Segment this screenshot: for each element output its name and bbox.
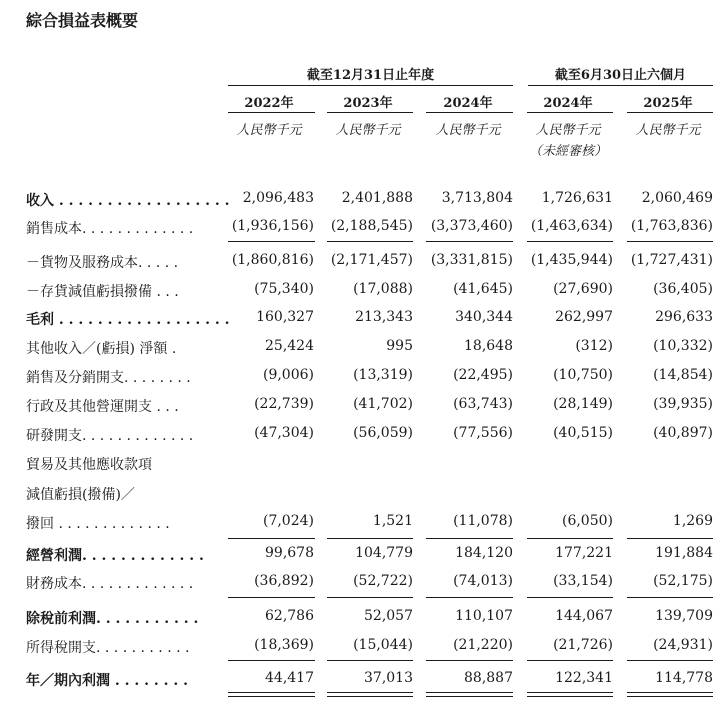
- table-cell: (22,739): [254, 396, 314, 412]
- table-cell: (10,332): [653, 338, 713, 354]
- table-cell: (77,556): [453, 425, 513, 441]
- table-cell: 52,057: [364, 608, 413, 624]
- row-label: 銷售成本. . . . . . . . . . . . .: [26, 221, 194, 237]
- subtotal-rule: [327, 538, 413, 539]
- table-cell: (21,220): [453, 637, 513, 653]
- table-cell: 144,067: [555, 608, 613, 624]
- table-cell: (52,175): [653, 573, 713, 589]
- subtotal-rule: [627, 597, 713, 598]
- table-cell: 110,107: [455, 608, 513, 624]
- row-label: 研發開支. . . . . . . . . . . . .: [26, 428, 194, 444]
- table-cell: (36,892): [254, 573, 314, 589]
- table-cell: 44,417: [265, 670, 314, 686]
- total-double-rule-bottom: [426, 696, 513, 697]
- row-label: 行政及其他營運開支 . . .: [26, 399, 179, 415]
- table-cell: (63,743): [453, 396, 513, 412]
- table-cell: (18,369): [254, 637, 314, 653]
- subtotal-rule: [228, 660, 315, 661]
- table-cell: (22,495): [453, 367, 513, 383]
- subtotal-rule: [426, 538, 513, 539]
- subtotal-rule: [228, 538, 315, 539]
- table-cell: 2,096,483: [242, 190, 314, 206]
- table-cell: (11,078): [453, 513, 513, 529]
- table-cell: 340,344: [455, 309, 513, 325]
- column-header-rule: [228, 112, 315, 113]
- table-cell: (47,304): [254, 425, 314, 441]
- subtotal-rule: [527, 597, 613, 598]
- column-year-2: 2023年: [343, 96, 393, 111]
- column-header-rule: [527, 112, 613, 113]
- column-year-3: 2024年: [443, 96, 493, 111]
- table-cell: 99,678: [265, 545, 314, 561]
- total-double-rule-top: [327, 692, 413, 693]
- table-cell: (1,763,836): [630, 218, 713, 234]
- column-header-rule: [327, 112, 413, 113]
- table-cell: (7,024): [262, 513, 314, 529]
- table-cell: (2,171,457): [330, 252, 413, 268]
- table-cell: 18,648: [464, 338, 513, 354]
- row-label: 所得稅開支. . . . . . . . . . .: [26, 640, 190, 656]
- table-cell: 104,779: [355, 545, 413, 561]
- table-cell: 160,327: [256, 309, 314, 325]
- table-cell: (36,405): [653, 281, 713, 297]
- subtotal-rule: [327, 241, 413, 242]
- row-label: 其他收入／(虧損) 淨額 .: [26, 341, 177, 357]
- table-cell: (13,319): [353, 367, 413, 383]
- total-double-rule-bottom: [228, 696, 315, 697]
- column-unit-3: 人民幣千元: [435, 123, 501, 138]
- row-label: 銷售及分銷開支. . . . . . . .: [26, 370, 191, 386]
- table-cell: 1,521: [372, 513, 413, 529]
- table-cell: (74,013): [453, 573, 513, 589]
- total-double-rule-bottom: [627, 696, 713, 697]
- column-year-5: 2025年: [643, 96, 693, 111]
- subtotal-rule: [228, 597, 315, 598]
- subtotal-rule: [627, 538, 713, 539]
- table-cell: 1,726,631: [541, 190, 613, 206]
- table-cell: 2,401,888: [341, 190, 413, 206]
- subtotal-rule: [426, 660, 513, 661]
- header-group-interim: 截至6月30日止六個月: [554, 68, 687, 83]
- table-cell: (9,006): [262, 367, 314, 383]
- table-cell: 88,887: [464, 670, 513, 686]
- table-cell: (24,931): [653, 637, 713, 653]
- total-double-rule-bottom: [527, 696, 613, 697]
- table-cell: (40,897): [653, 425, 713, 441]
- header-group-annual-rule: [228, 85, 513, 86]
- row-label: 年／期內利潤 . . . . . . . .: [26, 673, 188, 689]
- table-cell: (1,435,944): [530, 252, 613, 268]
- total-double-rule-bottom: [327, 696, 413, 697]
- table-cell: (10,750): [553, 367, 613, 383]
- total-double-rule-top: [527, 692, 613, 693]
- table-cell: 122,341: [555, 670, 613, 686]
- table-cell: (41,645): [453, 281, 513, 297]
- row-label: －貨物及服務成本. . . . .: [26, 255, 179, 271]
- column-unit-2: 人民幣千元: [335, 123, 401, 138]
- table-cell: 191,884: [655, 545, 713, 561]
- table-cell: 177,221: [555, 545, 613, 561]
- table-cell: 25,424: [265, 338, 314, 354]
- subtotal-rule: [527, 538, 613, 539]
- subtotal-rule: [627, 660, 713, 661]
- table-cell: (52,722): [353, 573, 413, 589]
- table-cell: 37,013: [364, 670, 413, 686]
- row-label: 毛利 . . . . . . . . . . . . . . . . . .: [26, 312, 230, 328]
- column-unit-5: 人民幣千元: [635, 123, 701, 138]
- row-label: 貿易及其他應收款項: [26, 457, 152, 473]
- table-cell: (56,059): [353, 425, 413, 441]
- subtotal-rule: [426, 241, 513, 242]
- table-cell: (2,188,545): [330, 218, 413, 234]
- subtotal-rule: [527, 660, 613, 661]
- table-cell: (39,935): [653, 396, 713, 412]
- table-cell: (6,050): [561, 513, 613, 529]
- row-label: 收入 . . . . . . . . . . . . . . . . . .: [26, 193, 230, 209]
- table-cell: 184,120: [455, 545, 513, 561]
- subtotal-rule: [327, 597, 413, 598]
- row-label: 財務成本. . . . . . . . . . . . .: [26, 576, 194, 592]
- table-cell: (75,340): [254, 281, 314, 297]
- column-note-4: （未經審核）: [528, 144, 607, 159]
- table-cell: (1,860,816): [231, 252, 314, 268]
- total-double-rule-top: [228, 692, 315, 693]
- subtotal-rule: [327, 660, 413, 661]
- column-year-1: 2022年: [244, 96, 294, 111]
- table-cell: (1,463,634): [530, 218, 613, 234]
- table-cell: 3,713,804: [441, 190, 513, 206]
- table-cell: 995: [386, 338, 413, 354]
- column-header-rule: [627, 112, 713, 113]
- table-cell: (3,331,815): [430, 252, 513, 268]
- total-double-rule-top: [627, 692, 713, 693]
- column-header-rule: [426, 112, 513, 113]
- table-cell: 1,269: [672, 513, 713, 529]
- table-cell: 213,343: [355, 309, 413, 325]
- table-cell: (312): [575, 338, 613, 354]
- column-unit-1: 人民幣千元: [236, 123, 302, 138]
- subtotal-rule: [627, 241, 713, 242]
- table-cell: (21,726): [553, 637, 613, 653]
- table-cell: (3,373,460): [430, 218, 513, 234]
- subtotal-rule: [228, 241, 315, 242]
- table-cell: 62,786: [265, 608, 314, 624]
- table-cell: (40,515): [553, 425, 613, 441]
- header-group-interim-rule: [528, 85, 713, 86]
- table-cell: (1,936,156): [231, 218, 314, 234]
- table-cell: 296,633: [655, 309, 713, 325]
- row-label: 減值虧損(撥備)／: [26, 487, 135, 503]
- page-title: 綜合損益表概要: [26, 11, 139, 30]
- table-cell: 114,778: [655, 670, 713, 686]
- subtotal-rule: [426, 597, 513, 598]
- row-label: －存貨減值虧損撥備 . . .: [26, 284, 179, 300]
- row-label: 撥回 . . . . . . . . . . . . .: [26, 516, 170, 532]
- table-cell: (41,702): [353, 396, 413, 412]
- table-cell: 262,997: [555, 309, 613, 325]
- subtotal-rule: [527, 241, 613, 242]
- column-year-4: 2024年: [543, 96, 593, 111]
- column-unit-4: 人民幣千元: [535, 123, 601, 138]
- table-cell: (27,690): [553, 281, 613, 297]
- row-label: 經營利潤. . . . . . . . . . . . .: [26, 548, 204, 564]
- total-double-rule-top: [426, 692, 513, 693]
- table-cell: (1,727,431): [630, 252, 713, 268]
- row-label: 除稅前利潤. . . . . . . . . . .: [26, 611, 199, 627]
- table-cell: 2,060,469: [641, 190, 713, 206]
- header-group-annual: 截至12月31日止年度: [306, 68, 435, 83]
- table-cell: (15,044): [353, 637, 413, 653]
- table-cell: (33,154): [553, 573, 613, 589]
- table-cell: (28,149): [553, 396, 613, 412]
- table-cell: 139,709: [655, 608, 713, 624]
- table-cell: (17,088): [353, 281, 413, 297]
- table-cell: (14,854): [653, 367, 713, 383]
